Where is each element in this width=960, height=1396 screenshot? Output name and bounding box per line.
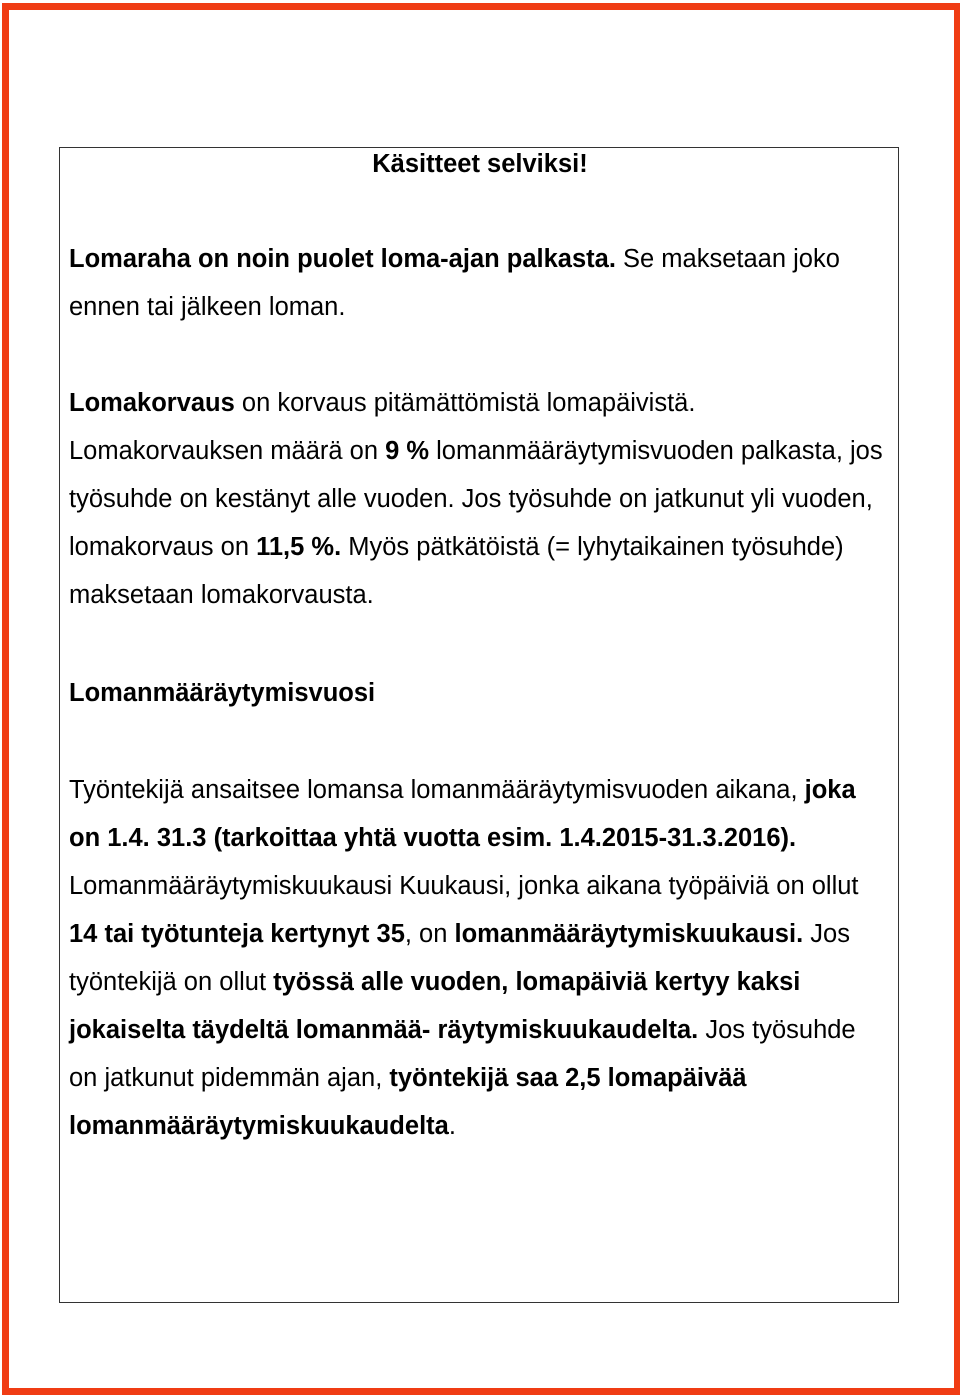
text-run: Jos työntekijä on ollut bbox=[69, 920, 850, 996]
text-run: , on bbox=[404, 920, 455, 948]
text-run: Työntekijä ansaitsee lomansa lomanmääräytymisvuoden aikana, bbox=[69, 776, 805, 804]
text-run: Se maksetaan joko ennen tai jälkeen loman. bbox=[69, 245, 840, 321]
text-run: Lomanmääräytymiskuukausi Kuukausi, jonka aikana työpäiviä on ollut bbox=[69, 872, 859, 900]
bold-text-run: 14 tai työtunteja kertynyt 35 bbox=[69, 920, 405, 948]
bold-text-run: työntekijä saa 2,5 lomapäivää lomanmääräytymiskuukaudelta bbox=[69, 1064, 747, 1140]
document-title: Käsitteet selviksi! bbox=[372, 150, 588, 178]
bold-text-run: Lomaraha on noin puolet loma-ajan palkasta. bbox=[69, 245, 616, 273]
paragraph-lomakorvaus bbox=[69, 379, 889, 619]
text-run: Jos työsuhde on jatkunut pidemmän ajan, bbox=[69, 1016, 856, 1092]
bold-text-run: työssä alle vuoden, lomapäiviä kertyy kaksi jokaiselta täydeltä lomanmää- räytymiskuukaudelta. bbox=[69, 968, 801, 1044]
paragraph-lomanmaaraytymisvuosi bbox=[69, 766, 889, 1150]
text-run: lomanmääräytymisvuoden palkasta, jos työsuhde on kestänyt alle vuoden. Jos työsuhde on jatkunut yli vuoden, lomakorvaus on bbox=[69, 437, 883, 561]
text-run: . bbox=[448, 1112, 456, 1140]
paragraph-lomaraha bbox=[69, 235, 889, 331]
bold-text-run: joka on 1.4. 31.3 (tarkoittaa yhtä vuotta esim. 1.4.2015-31.3.2016). bbox=[69, 776, 856, 852]
bold-text-run: lomanmääräytymiskuukausi. bbox=[454, 920, 804, 948]
bold-text-run: 9 % bbox=[385, 437, 430, 465]
text-run: Myös pätkätöistä (= lyhytaikainen työsuhde) maksetaan lomakorvausta. bbox=[69, 533, 844, 609]
bold-text-run: Lomakorvaus bbox=[69, 389, 235, 417]
bold-text-run: Lomanmääräytymisvuosi bbox=[69, 679, 376, 707]
paragraph-heading-lomanmaaraytymisvuosi bbox=[69, 669, 889, 717]
bold-text-run: 11,5 %. bbox=[256, 533, 342, 561]
text-run: on korvaus pitämättömistä lomapäivistä. Lomakorvauksen määrä on bbox=[69, 389, 696, 465]
